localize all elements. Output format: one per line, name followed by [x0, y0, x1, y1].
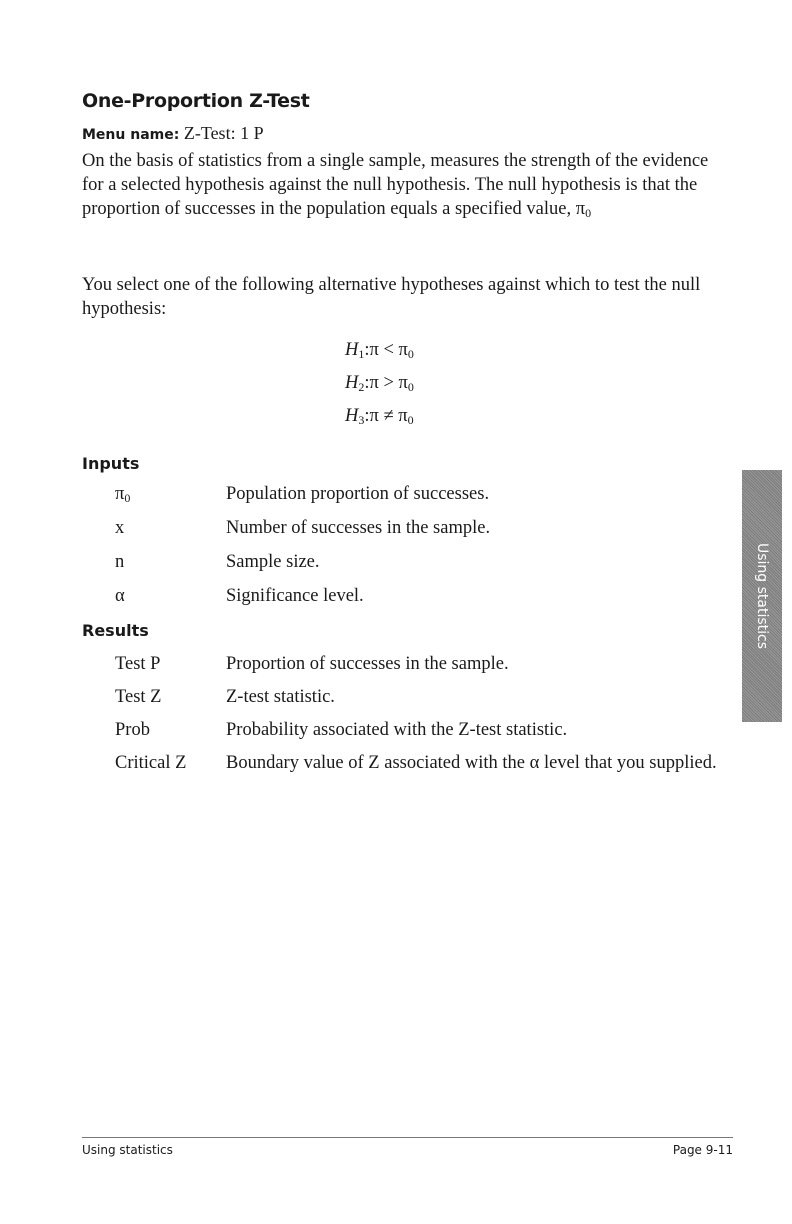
result-description: Proportion of successes in the sample.: [226, 654, 509, 674]
input-description: Population proportion of successes.: [226, 484, 490, 504]
result-description: Boundary value of Z associated with the α level that you supplied.: [226, 753, 717, 773]
intro-subscript: 0: [585, 206, 592, 220]
result-name: Prob: [115, 720, 150, 740]
input-description: Significance level.: [226, 586, 364, 606]
side-tab-label: Using statistics: [754, 542, 770, 650]
select-paragraph: You select one of the following alternative hypotheses against which to test the null hypothesis:: [82, 275, 701, 319]
result-description: Z-test statistic.: [226, 687, 335, 707]
menu-name-line: [82, 123, 264, 144]
result-name: Critical Z: [115, 753, 187, 773]
hypothesis-2: $H_2:\pi > \pi_0$: [345, 373, 414, 394]
inputs-heading: Inputs: [82, 454, 140, 473]
menu-name-label: Menu name:: [82, 127, 180, 143]
result-name: Test P: [115, 654, 161, 674]
result-name: Test Z: [115, 687, 162, 707]
footer-page-number: Page 9-11: [672, 1143, 733, 1157]
hypothesis-3: $H_3:\pi \ne \pi_0$: [345, 406, 414, 427]
input-symbol: $\pi_0$: [115, 484, 131, 505]
results-heading: Results: [82, 621, 149, 640]
input-symbol: α: [115, 586, 125, 606]
footer-divider: [82, 1137, 733, 1138]
intro-text: On the basis of statistics from a single sample, measures the strength of the evidence for a selected hypothesis against the null hypothesis. The null hypothesis is that the proportion of successes in the population equals a specified value, π: [82, 151, 709, 219]
input-symbol: x: [115, 518, 125, 538]
section-title: One-Proportion Z-Test: [82, 90, 310, 112]
input-symbol: n: [115, 552, 125, 572]
result-description: Probability associated with the Z-test statistic.: [226, 720, 568, 740]
intro-paragraph: [82, 149, 722, 225]
menu-name-value: Z-Test: 1 P: [183, 123, 264, 143]
footer-chapter: Using statistics: [82, 1143, 173, 1157]
chapter-side-tab: [742, 470, 782, 722]
hypothesis-1: $H_1:\pi < \pi_0$: [345, 340, 414, 361]
input-description: Sample size.: [226, 552, 320, 572]
input-description: Number of successes in the sample.: [226, 518, 491, 538]
